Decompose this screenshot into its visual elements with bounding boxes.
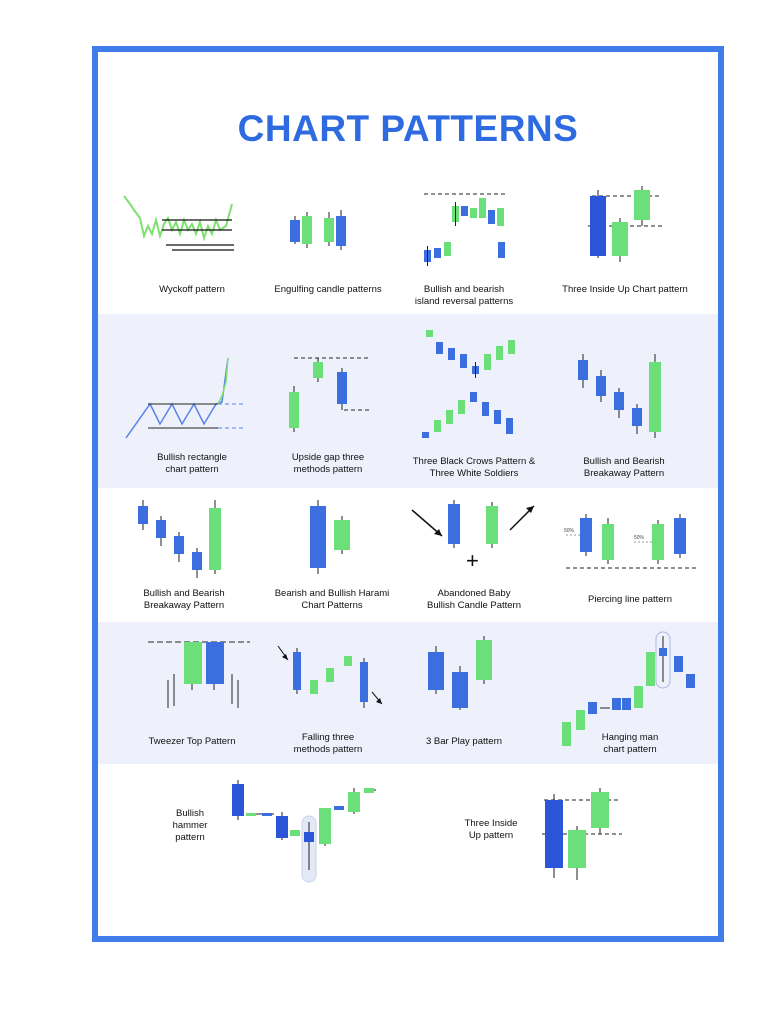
crows-soldiers-diagram xyxy=(420,328,530,448)
three-bar-diagram xyxy=(424,632,504,712)
label-abandoned-baby: Abandoned Baby Bullish Candle Pattern xyxy=(427,588,521,611)
three-inside-up-large-svg xyxy=(540,784,630,884)
island-svg xyxy=(420,190,510,270)
falling-three-diagram xyxy=(274,642,384,722)
island-diagram xyxy=(420,190,510,270)
harami-svg xyxy=(304,498,364,578)
breakaway-1-svg xyxy=(574,352,674,442)
upside-gap-svg xyxy=(284,352,374,442)
abandoned-baby-diagram xyxy=(408,498,538,578)
bullish-hammer-svg xyxy=(228,778,378,884)
label-three-inside-up-large: Three Inside Up pattern xyxy=(464,818,518,841)
wyckoff-diagram xyxy=(122,190,242,260)
piercing-diagram xyxy=(564,508,700,578)
poster-frame xyxy=(92,46,724,942)
label-breakaway-1: Bullish and Bearish Breakaway Pattern xyxy=(583,456,665,479)
bullish-rectangle-svg xyxy=(122,352,252,442)
wyckoff-svg xyxy=(122,190,242,260)
label-three-bar: 3 Bar Play pattern xyxy=(425,736,503,747)
label-tweezer: Tweezer Top Pattern xyxy=(148,736,236,747)
label-upside-gap: Upside gap three methods pattern xyxy=(291,452,365,475)
label-engulfing: Engulfing candle patterns xyxy=(274,284,382,295)
label-wyckoff: Wyckoff pattern xyxy=(159,284,225,295)
label-falling-three: Falling three methods pattern xyxy=(293,732,363,755)
upside-gap-diagram xyxy=(284,352,374,442)
three-inside-up-small-diagram xyxy=(586,182,666,262)
breakaway-2-svg xyxy=(134,498,234,588)
piercing-mark-1: 50% xyxy=(564,528,575,534)
bullish-hammer-diagram xyxy=(228,778,378,884)
tweezer-diagram xyxy=(146,636,256,716)
label-harami: Bearish and Bullish Harami Chart Patterns xyxy=(274,588,390,611)
falling-three-svg xyxy=(274,642,384,722)
label-three-inside-up-small: Three Inside Up Chart pattern xyxy=(562,284,688,295)
engulfing-diagram xyxy=(288,202,368,252)
breakaway-2-diagram xyxy=(134,498,234,588)
label-bullish-hammer: Bullish hammer pattern xyxy=(172,808,208,843)
label-hanging-man: Hanging man chart pattern xyxy=(601,732,659,755)
label-crows-soldiers: Three Black Crows Pattern & Three White Soldiers xyxy=(412,456,536,479)
breakaway-1-diagram xyxy=(574,352,674,442)
poster-title: CHART PATTERNS xyxy=(237,108,579,149)
piercing-svg xyxy=(564,508,700,578)
engulfing-svg xyxy=(288,202,368,252)
label-piercing: Piercing line pattern xyxy=(588,594,672,605)
tweezer-svg xyxy=(146,636,256,716)
abandoned-baby-plus: + xyxy=(466,548,479,573)
bullish-rectangle-diagram xyxy=(122,352,252,442)
harami-diagram xyxy=(304,498,364,578)
three-bar-svg xyxy=(424,632,504,712)
crows-soldiers-svg xyxy=(420,328,530,448)
three-inside-up-large-diagram xyxy=(540,784,630,884)
label-island: Bullish and bearish island reversal patterns xyxy=(414,284,514,307)
label-breakaway-2: Bullish and Bearish Breakaway Pattern xyxy=(143,588,225,611)
label-bullish-rectangle: Bullish rectangle chart pattern xyxy=(157,452,227,475)
three-inside-up-small-svg xyxy=(586,182,666,262)
piercing-mark-2: 50% xyxy=(634,535,645,541)
